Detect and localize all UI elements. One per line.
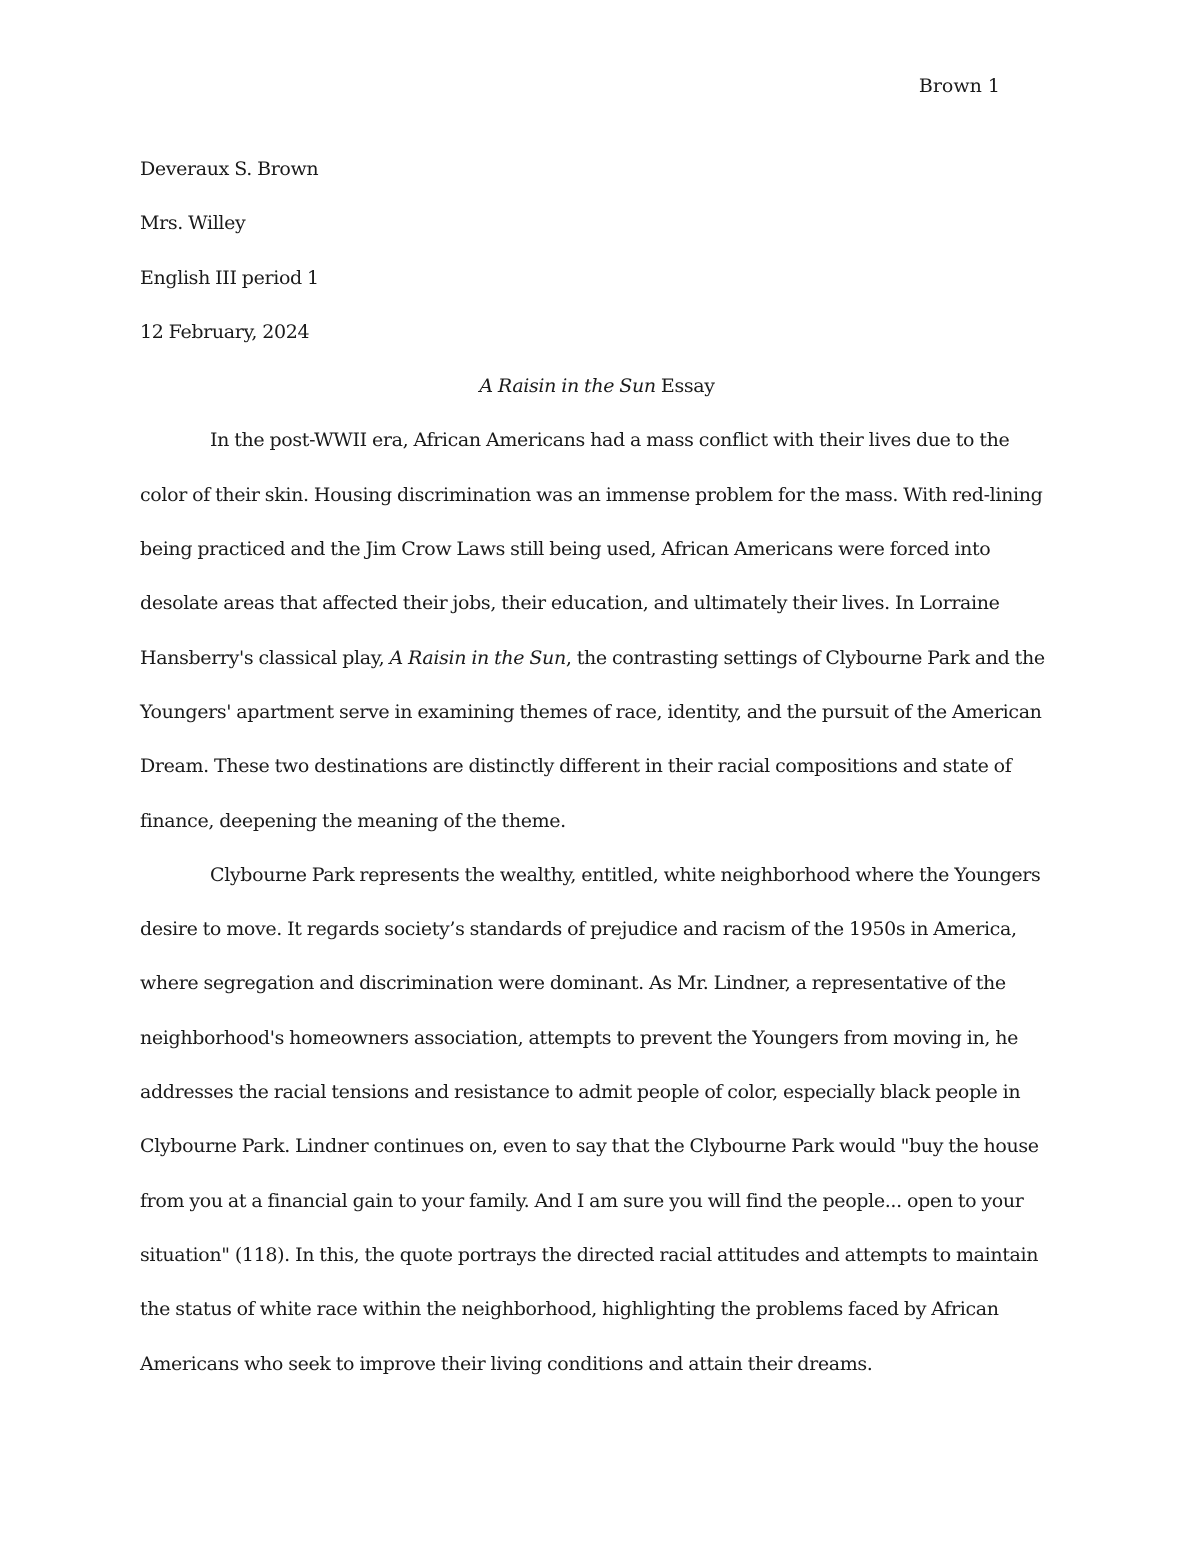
paragraph-intro-italic-title: A Raisin in the Sun <box>389 646 566 669</box>
paragraph-intro-part2: , the contrasting settings of Clybourne Park and the Youngers' apartment serve in examining themes of race, identity, and the pursuit of the American Dream. These two destinations are distinctly different in their racial compositions and state of finance, deepening the meaning of the theme. <box>140 646 1045 832</box>
paragraph-intro <box>140 413 1054 847</box>
header-page-number: Brown 1 <box>918 75 1000 97</box>
essay-title <box>140 359 1054 413</box>
running-header <box>140 72 1000 100</box>
essay-body <box>140 142 1054 1391</box>
teacher-name: Mrs. Willey <box>140 212 246 235</box>
paragraph-intro-part1: In the post-WWII era, African Americans had a mass conflict with their lives due to the color of their skin. Housing discrimination was an immense problem for the mass. With red-lining being practiced and the Jim Crow Laws still being used, African Americans were forced into desolate areas that affected their jobs, their education, and ultimately their lives. In Lorraine Hansberry's classical play, <box>140 429 1043 669</box>
course-name: English III period 1 <box>140 266 319 289</box>
essay-date: 12 February, 2024 <box>140 320 310 343</box>
essay-title-rest: Essay <box>655 375 715 398</box>
essay-title-italic: A Raisin in the Sun <box>479 375 656 398</box>
student-name: Deveraux S. Brown <box>140 158 319 180</box>
paragraph-clybourne-park: Clybourne Park represents the wealthy, entitled, white neighborhood where the Youngers desire to move. It regards society’s standards of prejudice and racism of the 1950s in America, where segregation and discrimination were dominant. As Mr. Lindner, a representative of the neighborhood's homeowners association, attempts to prevent the Youngers from moving in, he addresses the racial tensions and resistance to admit people of color, especially black people in Clybourne Park. Lindner continues on, even to say that the Clybourne Park would "buy the house from you at a financial gain to your family. And I am sure you will find the people... open to your situation" (118). In this, the quote portrays the directed racial attitudes and attempts to maintain the status of white race within the neighborhood, highlighting the problems faced by African Americans who seek to improve their living conditions and attain their dreams. <box>140 863 1041 1375</box>
